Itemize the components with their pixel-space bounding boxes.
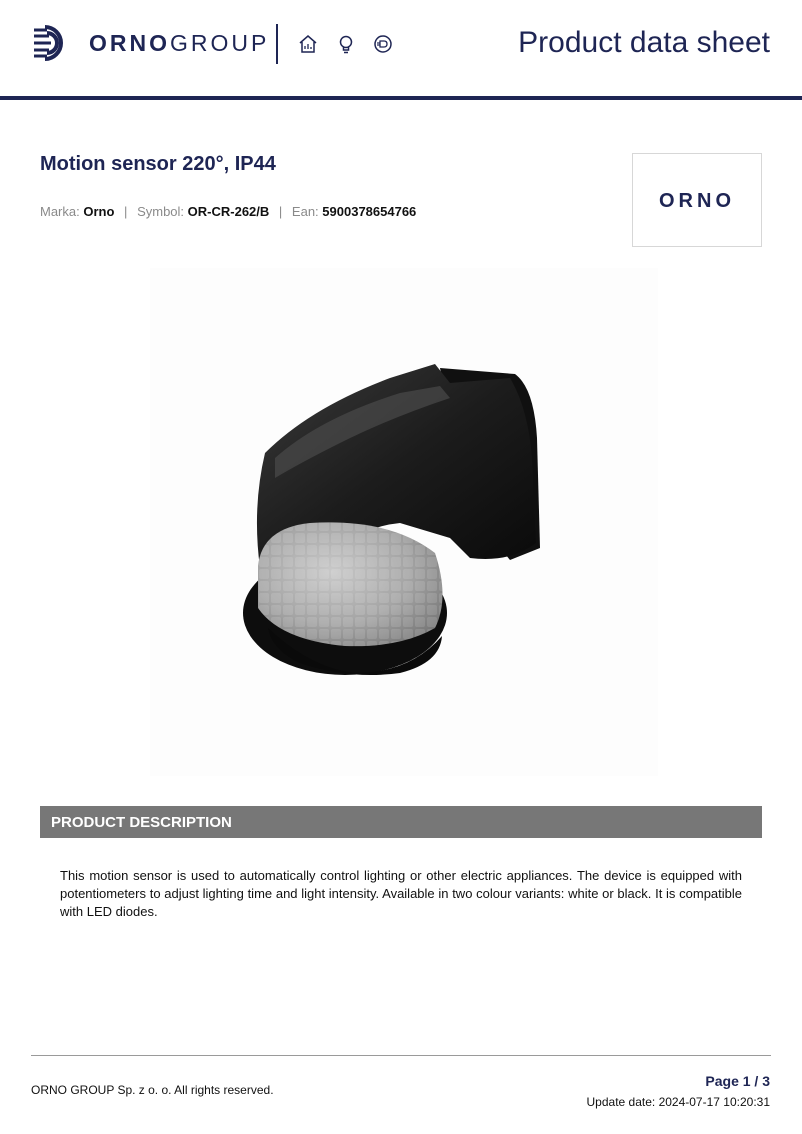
motion-sensor-illustration xyxy=(150,268,658,776)
header-divider xyxy=(276,24,278,64)
page-header xyxy=(0,0,802,100)
product-description-header xyxy=(40,806,762,838)
smart-home-icon xyxy=(297,33,319,55)
update-date: Update date: 2024-07-17 10:20:31 xyxy=(586,1095,770,1109)
page-number: Page 1 / 3 xyxy=(705,1073,770,1089)
section-title: PRODUCT DESCRIPTION xyxy=(51,814,232,831)
product-meta xyxy=(40,204,416,219)
ean-value: 5900378654766 xyxy=(322,204,417,219)
meta-separator: | xyxy=(278,204,283,219)
product-description-text: This motion sensor is used to automatically control lighting or other electric appliances. The device is equipped with potentiometers to adjust lighting time and light intensity. Available in two colour variants: white or black. It is compatible with LED diodes. xyxy=(60,868,742,919)
brand-logo-box xyxy=(632,153,762,247)
product-image xyxy=(150,268,658,776)
product-title: Motion sensor 220°, IP44 xyxy=(40,153,276,175)
orno-group-logo xyxy=(89,30,269,57)
power-plug-icon xyxy=(372,33,394,55)
symbol-label: Symbol: xyxy=(137,204,185,219)
meta-separator: | xyxy=(124,204,128,219)
copyright-text: ORNO GROUP Sp. z o. o. All rights reserved. xyxy=(31,1083,274,1097)
orno-logo-icon xyxy=(33,22,75,64)
light-bulb-icon xyxy=(335,33,357,55)
brand-label: Marka: xyxy=(40,204,80,219)
header-rule xyxy=(0,96,802,100)
logo-brand-bold: ORNO xyxy=(89,30,170,56)
brand-logo: ORNO xyxy=(659,190,735,212)
ean-label: Ean: xyxy=(291,204,319,219)
brand-value: Orno xyxy=(83,204,115,219)
footer-rule xyxy=(31,1055,771,1056)
logo-brand-light: GROUP xyxy=(170,30,270,56)
page-title: Product data sheet xyxy=(518,26,770,59)
symbol-value: OR-CR-262/B xyxy=(187,204,270,219)
